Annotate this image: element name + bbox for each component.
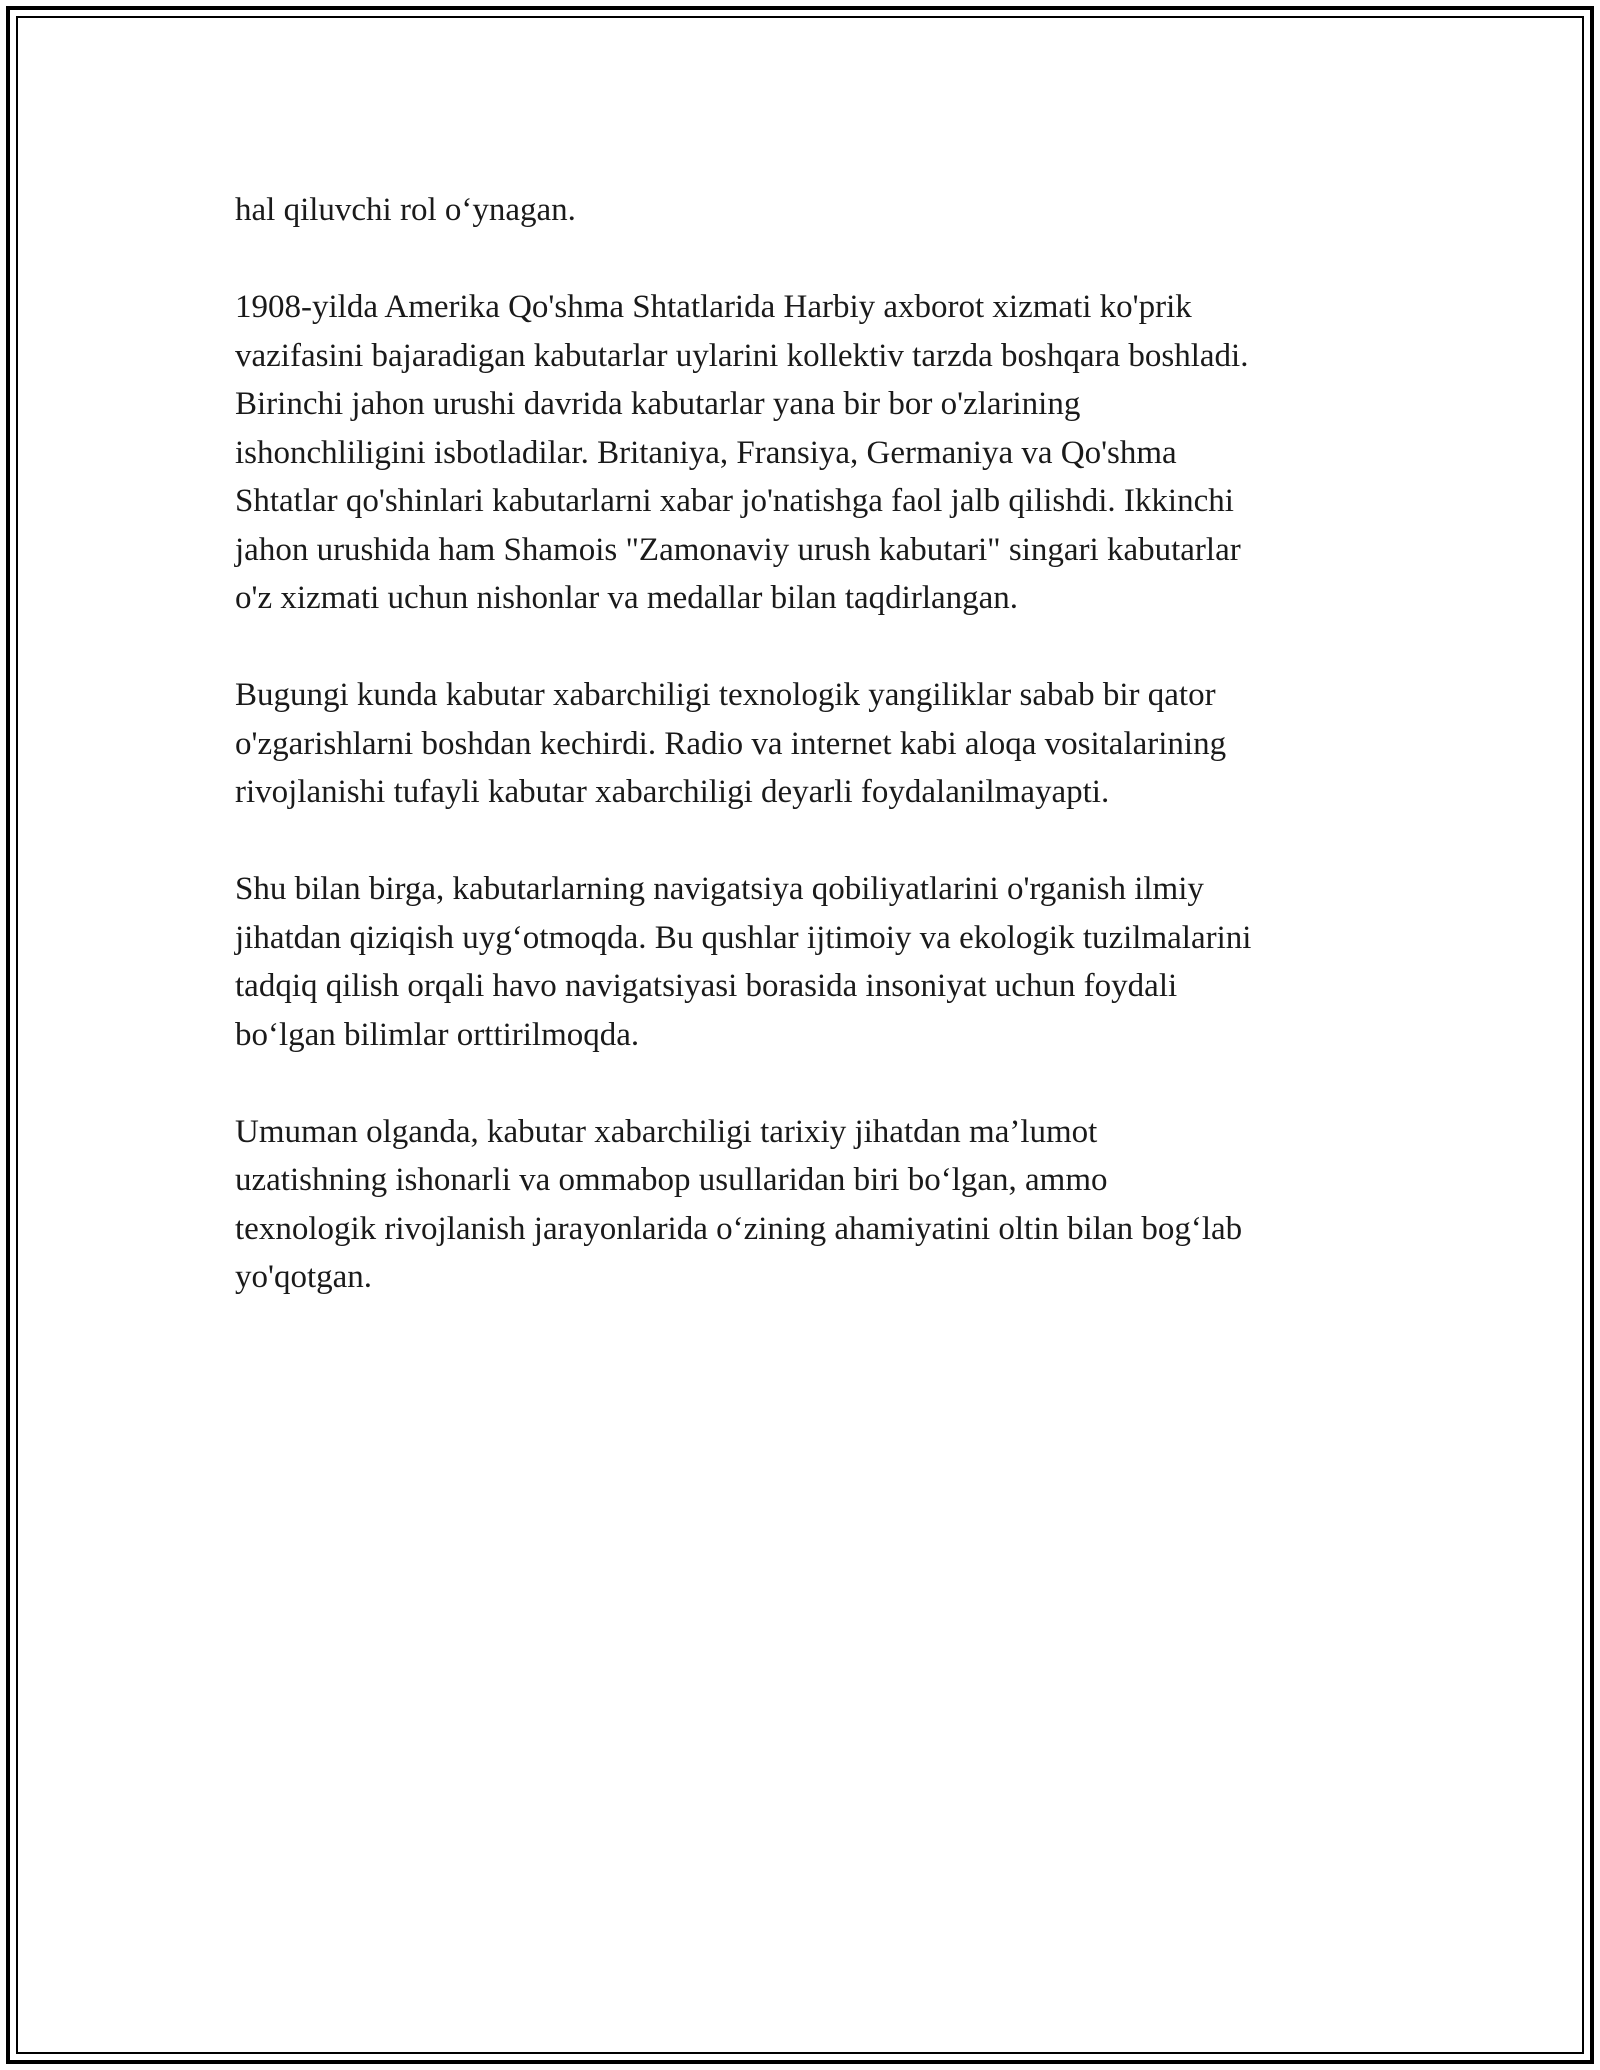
document-body	[235, 186, 1385, 1350]
paragraph-military-pigeons: 1908-yilda Amerika Qo'shma Shtatlarida Harbiy axborot xizmati ko'prik vazifasini bajaradigan kabutarlar uylarini kollektiv tarzda boshqara boshladi. Birinchi jahon urushi davrida kabutarlar yana bir bor o'zlarining ishonchliligini isbotladilar. Britaniya, Fransiya, Germaniya va Qo'shma Shtatlar qo'shinlari kabutarlarni xabar jo'natishga faol jalb qilishdi. Ikkinchi jahon urushida ham Shamois "Zamonaviy urush kabutari" singari kabutarlar o'z xizmati uchun nishonlar va medallar bilan taqdirlangan.	[235, 289, 1249, 616]
paragraph-navigation-research: Shu bilan birga, kabutarlarning navigatsiya qobiliyatlarini o'rganish ilmiy jihatdan qiziqish uyg‘otmoqda. Bu qushlar ijtimoiy va ekologik tuzilmalarini tadqiq qilish orqali havo navigatsiyasi borasida insoniyat uchun foydali bo‘lgan bilimlar orttirilmoqda.	[235, 871, 1252, 1053]
paragraph-modern-decline: Bugungi kunda kabutar xabarchiligi texnologik yangiliklar sabab bir qator o'zgarishlarni boshdan kechirdi. Radio va internet kabi aloqa vositalarining rivojlanishi tufayli kabutar xabarchiligi deyarli foydalanilmayapti.	[235, 677, 1227, 810]
paragraph-continuation: hal qiluvchi rol o‘ynagan.	[235, 192, 576, 228]
paragraph-conclusion: Umuman olganda, kabutar xabarchiligi tarixiy jihatdan ma’lumot uzatishning ishonarli va ommabop usullaridan biri bo‘lgan, ammo texnologik rivojlanish jarayonlarida o‘zining ahamiyatini oltin bilan bog‘lab yo'qotgan.	[235, 1113, 1243, 1295]
